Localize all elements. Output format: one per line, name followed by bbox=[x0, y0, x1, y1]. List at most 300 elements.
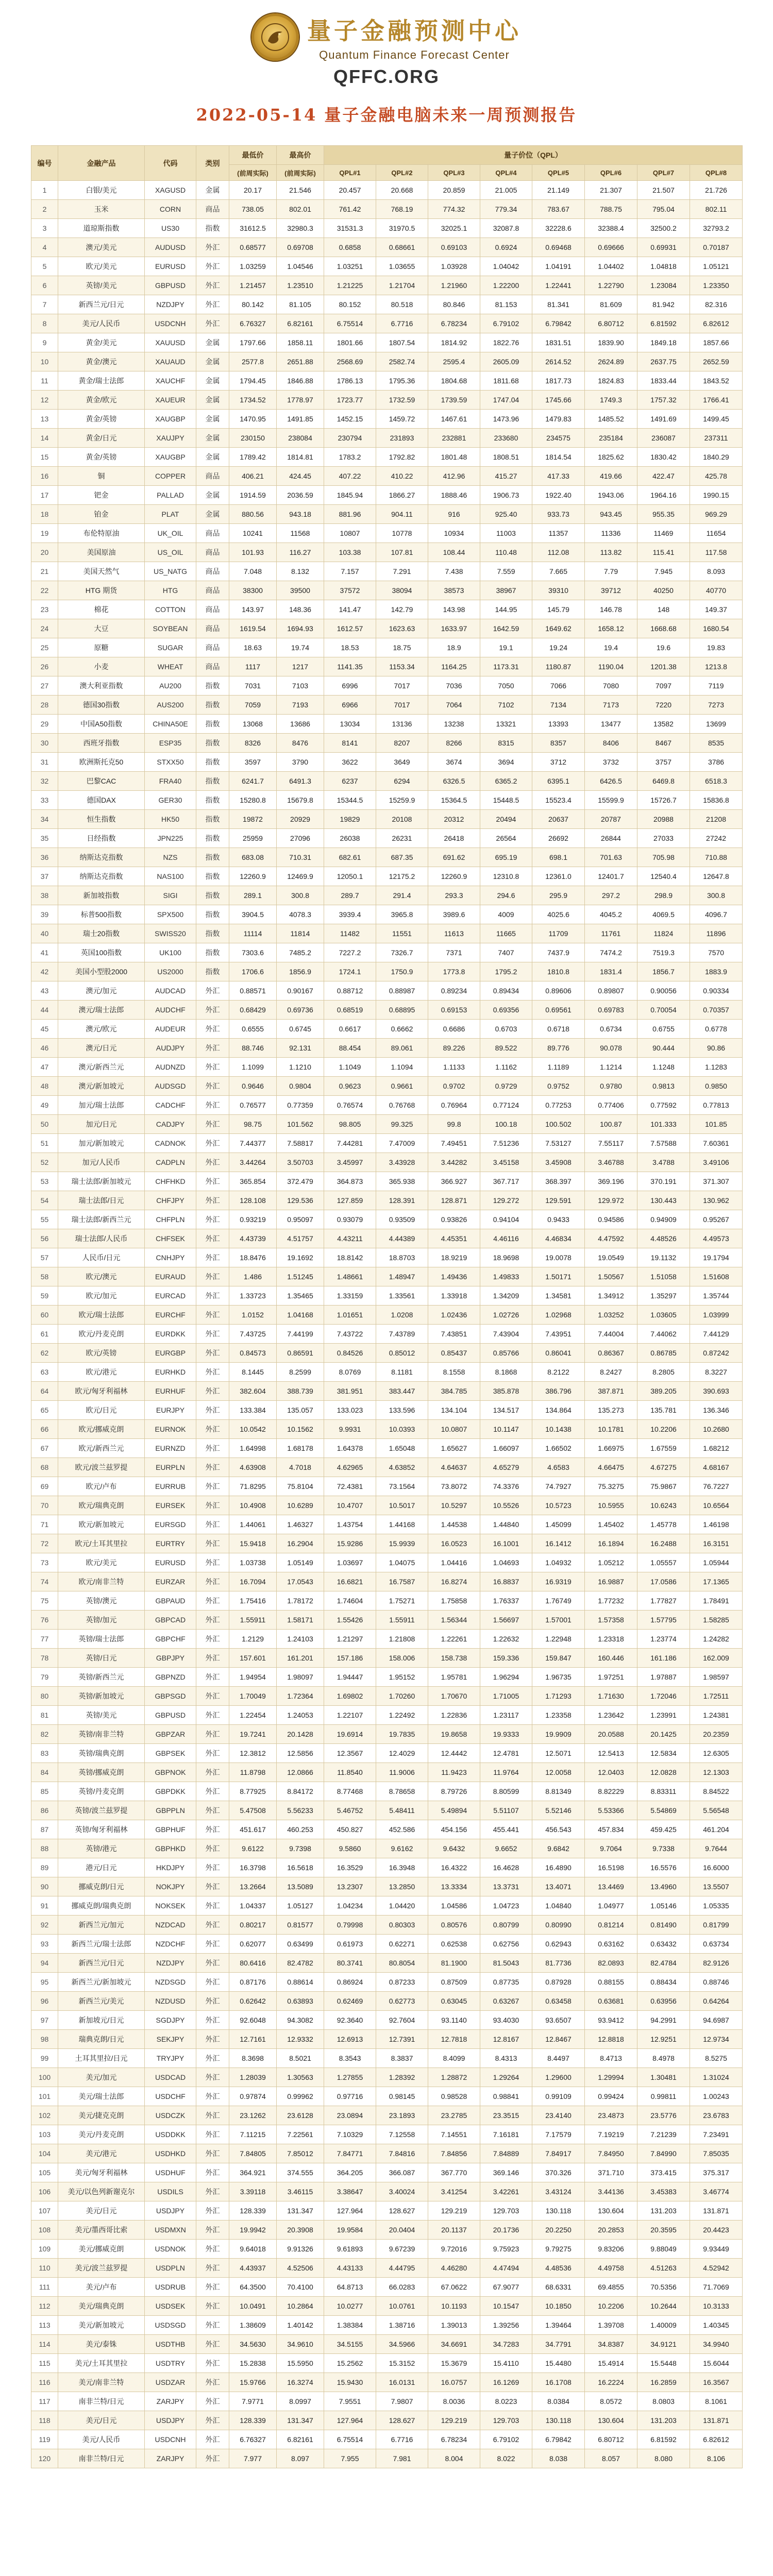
cell-no: 45 bbox=[31, 1020, 58, 1039]
cell-name: 英镑/美元 bbox=[58, 1706, 145, 1725]
cell-max: 116.27 bbox=[277, 543, 324, 562]
cell-qpl-7: 7.945 bbox=[637, 562, 690, 581]
cell-qpl-1: 1.38384 bbox=[324, 2316, 376, 2335]
cell-name: 欧元/波兰兹罗提 bbox=[58, 1458, 145, 1477]
cell-qpl-6: 0.77406 bbox=[585, 1096, 637, 1115]
cell-min: 230150 bbox=[229, 429, 277, 448]
cell-qpl-6: 1.57358 bbox=[585, 1611, 637, 1630]
cell-no: 73 bbox=[31, 1553, 58, 1572]
table-row bbox=[31, 2259, 743, 2278]
cell-qpl-1: 18.53 bbox=[324, 638, 376, 657]
cell-type: 外汇 bbox=[196, 2240, 229, 2259]
cell-qpl-7: 81.942 bbox=[637, 295, 690, 314]
cell-qpl-3: 7.43851 bbox=[428, 1325, 480, 1344]
cell-qpl-1: 881.96 bbox=[324, 505, 376, 524]
cell-name: 澳元/加元 bbox=[58, 981, 145, 1001]
cell-name: 欧元/卢布 bbox=[58, 1477, 145, 1496]
cell-max: 1846.88 bbox=[277, 371, 324, 391]
cell-qpl-6: 1824.83 bbox=[585, 371, 637, 391]
cell-type: 指数 bbox=[196, 734, 229, 753]
cell-max: 0.69736 bbox=[277, 1001, 324, 1020]
table-row bbox=[31, 772, 743, 791]
cell-qpl-1: 1.04234 bbox=[324, 1896, 376, 1916]
cell-qpl-1: 7.44281 bbox=[324, 1134, 376, 1153]
cell-name: 瑞士法郎/人民币 bbox=[58, 1229, 145, 1248]
table-row bbox=[31, 2392, 743, 2411]
cell-min: 38300 bbox=[229, 581, 277, 600]
cell-no: 28 bbox=[31, 696, 58, 715]
cell-code: COPPER bbox=[145, 467, 196, 486]
cell-max: 6.82161 bbox=[277, 314, 324, 333]
cell-qpl-4: 7050 bbox=[480, 676, 532, 696]
cell-qpl-7: 19.1132 bbox=[637, 1248, 690, 1267]
cell-min: 1470.95 bbox=[229, 410, 277, 429]
table-row bbox=[31, 1458, 743, 1477]
cell-code: ESP35 bbox=[145, 734, 196, 753]
cell-code: AUDUSD bbox=[145, 238, 196, 257]
cell-qpl-1: 15.2562 bbox=[324, 2354, 376, 2373]
cell-qpl-1: 6996 bbox=[324, 676, 376, 696]
cell-qpl-6: 1.34912 bbox=[585, 1286, 637, 1306]
cell-qpl-6: 0.6734 bbox=[585, 1020, 637, 1039]
cell-no: 43 bbox=[31, 981, 58, 1001]
cell-max: 4.7018 bbox=[277, 1458, 324, 1477]
cell-name: 玉米 bbox=[58, 200, 145, 219]
cell-qpl-3: 18.9 bbox=[428, 638, 480, 657]
cell-min: 34.5630 bbox=[229, 2335, 277, 2354]
cell-qpl-1: 127.964 bbox=[324, 2411, 376, 2430]
cell-qpl-1: 37572 bbox=[324, 581, 376, 600]
cell-code: US30 bbox=[145, 219, 196, 238]
cell-type: 外汇 bbox=[196, 1877, 229, 1896]
cell-no: 96 bbox=[31, 1992, 58, 2011]
cell-qpl-7: 1201.38 bbox=[637, 657, 690, 676]
cell-min: 6.76327 bbox=[229, 314, 277, 333]
cell-name: 欧元/瑞士法郎 bbox=[58, 1306, 145, 1325]
cell-min: 4.43739 bbox=[229, 1229, 277, 1248]
cell-qpl-4: 369.146 bbox=[480, 2163, 532, 2182]
header-max: 最高价 bbox=[277, 146, 324, 165]
cell-name: 港元/日元 bbox=[58, 1858, 145, 1877]
cell-type: 外汇 bbox=[196, 1306, 229, 1325]
cell-qpl-1: 0.93079 bbox=[324, 1210, 376, 1229]
table-row bbox=[31, 619, 743, 638]
cell-qpl-2: 8207 bbox=[376, 734, 428, 753]
cell-max: 2651.88 bbox=[277, 352, 324, 371]
cell-min: 12.7161 bbox=[229, 2030, 277, 2049]
cell-qpl-4: 4.47494 bbox=[480, 2259, 532, 2278]
cell-qpl-8: 117.58 bbox=[690, 543, 743, 562]
cell-qpl-8: 12.9734 bbox=[690, 2030, 743, 2049]
cell-max: 20.1428 bbox=[277, 1725, 324, 1744]
cell-qpl-4: 15448.5 bbox=[480, 791, 532, 810]
cell-qpl-8: 12647.8 bbox=[690, 867, 743, 886]
table-row bbox=[31, 1401, 743, 1420]
cell-type: 外汇 bbox=[196, 981, 229, 1001]
cell-code: GBPUSD bbox=[145, 276, 196, 295]
cell-qpl-8: 1.1283 bbox=[690, 1058, 743, 1077]
cell-qpl-5: 21.149 bbox=[532, 181, 585, 200]
cell-min: 19.7241 bbox=[229, 1725, 277, 1744]
cell-qpl-6: 1.66975 bbox=[585, 1439, 637, 1458]
cell-qpl-5: 1.23358 bbox=[532, 1706, 585, 1725]
cell-code: US_NATG bbox=[145, 562, 196, 581]
cell-qpl-6: 0.89807 bbox=[585, 981, 637, 1001]
cell-name: 黄金/日元 bbox=[58, 429, 145, 448]
cell-qpl-8: 1.05944 bbox=[690, 1553, 743, 1572]
subheader-qpl-4: QPL#4 bbox=[480, 165, 532, 181]
table-row bbox=[31, 734, 743, 753]
cell-name: 中国A50指数 bbox=[58, 715, 145, 734]
cell-qpl-5: 0.69468 bbox=[532, 238, 585, 257]
cell-qpl-8: 82.316 bbox=[690, 295, 743, 314]
cell-qpl-6: 20.2853 bbox=[585, 2221, 637, 2240]
cell-no: 118 bbox=[31, 2411, 58, 2430]
cell-max: 8.132 bbox=[277, 562, 324, 581]
cell-qpl-3: 691.62 bbox=[428, 848, 480, 867]
cell-qpl-5: 8.4497 bbox=[532, 2049, 585, 2068]
cell-qpl-4: 1.22632 bbox=[480, 1630, 532, 1649]
cell-type: 外汇 bbox=[196, 1935, 229, 1954]
cell-qpl-2: 1.0208 bbox=[376, 1306, 428, 1325]
cell-type: 外汇 bbox=[196, 1744, 229, 1763]
table-row bbox=[31, 486, 743, 505]
cell-code: UK_OIL bbox=[145, 524, 196, 543]
cell-qpl-7: 1.67559 bbox=[637, 1439, 690, 1458]
cell-qpl-3: 1.65627 bbox=[428, 1439, 480, 1458]
cell-qpl-2: 3.40024 bbox=[376, 2182, 428, 2201]
cell-qpl-8: 8.106 bbox=[690, 2449, 743, 2468]
cell-qpl-1: 0.84526 bbox=[324, 1344, 376, 1363]
cell-qpl-1: 1.1049 bbox=[324, 1058, 376, 1077]
cell-type: 外汇 bbox=[196, 1896, 229, 1916]
cell-code: EURZAR bbox=[145, 1572, 196, 1591]
cell-qpl-7: 23.5776 bbox=[637, 2106, 690, 2125]
cell-no: 37 bbox=[31, 867, 58, 886]
cell-code: USDMXN bbox=[145, 2221, 196, 2240]
cell-max: 0.88614 bbox=[277, 1973, 324, 1992]
cell-no: 47 bbox=[31, 1058, 58, 1077]
table-row bbox=[31, 905, 743, 924]
cell-min: 0.80217 bbox=[229, 1916, 277, 1935]
cell-qpl-2: 80.8054 bbox=[376, 1954, 428, 1973]
cell-qpl-8: 3786 bbox=[690, 753, 743, 772]
cell-qpl-8: 17.1365 bbox=[690, 1572, 743, 1591]
cell-qpl-3: 108.44 bbox=[428, 543, 480, 562]
cell-name: 德国DAX bbox=[58, 791, 145, 810]
cell-qpl-1: 7.10329 bbox=[324, 2125, 376, 2144]
cell-qpl-8: 19.1794 bbox=[690, 1248, 743, 1267]
cell-qpl-2: 80.518 bbox=[376, 295, 428, 314]
cell-min: 1.486 bbox=[229, 1267, 277, 1286]
table-row bbox=[31, 753, 743, 772]
cell-qpl-7: 8.2805 bbox=[637, 1363, 690, 1382]
cell-qpl-3: 3.44282 bbox=[428, 1153, 480, 1172]
cell-qpl-3: 1.28872 bbox=[428, 2068, 480, 2087]
table-row bbox=[31, 1210, 743, 1229]
table-row bbox=[31, 1611, 743, 1630]
cell-qpl-3: 1633.97 bbox=[428, 619, 480, 638]
cell-type: 外汇 bbox=[196, 2030, 229, 2049]
cell-min: 13068 bbox=[229, 715, 277, 734]
cell-type: 外汇 bbox=[196, 1439, 229, 1458]
cell-max: 16.2904 bbox=[277, 1534, 324, 1553]
cell-qpl-1: 2568.69 bbox=[324, 352, 376, 371]
cell-qpl-2: 5.48411 bbox=[376, 1801, 428, 1820]
cell-qpl-3: 26418 bbox=[428, 829, 480, 848]
cell-no: 92 bbox=[31, 1916, 58, 1935]
cell-qpl-1: 23.0894 bbox=[324, 2106, 376, 2125]
cell-qpl-4: 1.71005 bbox=[480, 1687, 532, 1706]
cell-qpl-1: 0.79998 bbox=[324, 1916, 376, 1935]
cell-qpl-2: 26231 bbox=[376, 829, 428, 848]
cell-qpl-7: 0.99811 bbox=[637, 2087, 690, 2106]
cell-qpl-1: 7.9551 bbox=[324, 2392, 376, 2411]
cell-qpl-8: 10.2680 bbox=[690, 1420, 743, 1439]
cell-qpl-1: 0.9623 bbox=[324, 1077, 376, 1096]
cell-min: 128.108 bbox=[229, 1191, 277, 1210]
cell-qpl-7: 298.9 bbox=[637, 886, 690, 905]
cell-qpl-7: 131.203 bbox=[637, 2411, 690, 2430]
cell-qpl-4: 3.42261 bbox=[480, 2182, 532, 2201]
cell-name: 黄金/美元 bbox=[58, 333, 145, 352]
table-row bbox=[31, 276, 743, 295]
cell-qpl-5: 10.5723 bbox=[532, 1496, 585, 1515]
cell-qpl-3: 7.438 bbox=[428, 562, 480, 581]
cell-qpl-1: 98.805 bbox=[324, 1115, 376, 1134]
cell-qpl-4: 15.4110 bbox=[480, 2354, 532, 2373]
cell-code: XAUCHF bbox=[145, 371, 196, 391]
cell-name: 小麦 bbox=[58, 657, 145, 676]
cell-type: 外汇 bbox=[196, 1020, 229, 1039]
cell-qpl-8: 12.1303 bbox=[690, 1763, 743, 1782]
cell-qpl-8: 32793.2 bbox=[690, 219, 743, 238]
cell-qpl-7: 0.6755 bbox=[637, 1020, 690, 1039]
cell-qpl-3: 1.33918 bbox=[428, 1286, 480, 1306]
cell-qpl-4: 0.80799 bbox=[480, 1916, 532, 1935]
cell-qpl-8: 0.70187 bbox=[690, 238, 743, 257]
table-row bbox=[31, 715, 743, 734]
cell-qpl-2: 291.4 bbox=[376, 886, 428, 905]
cell-qpl-3: 129.219 bbox=[428, 2201, 480, 2221]
table-row bbox=[31, 924, 743, 943]
cell-max: 16.5618 bbox=[277, 1858, 324, 1877]
cell-max: 1.05149 bbox=[277, 1553, 324, 1572]
cell-qpl-4: 1808.51 bbox=[480, 448, 532, 467]
cell-qpl-7: 148 bbox=[637, 600, 690, 619]
cell-qpl-8: 8.5275 bbox=[690, 2049, 743, 2068]
cell-qpl-7: 1.1248 bbox=[637, 1058, 690, 1077]
cell-min: 7.977 bbox=[229, 2449, 277, 2468]
cell-max: 1491.85 bbox=[277, 410, 324, 429]
cell-type: 指数 bbox=[196, 791, 229, 810]
cell-qpl-1: 19.6914 bbox=[324, 1725, 376, 1744]
cell-type: 外汇 bbox=[196, 295, 229, 314]
table-row bbox=[31, 848, 743, 867]
cell-qpl-7: 1833.44 bbox=[637, 371, 690, 391]
cell-qpl-7: 12.0828 bbox=[637, 1763, 690, 1782]
cell-no: 61 bbox=[31, 1325, 58, 1344]
cell-qpl-7: 7.84990 bbox=[637, 2144, 690, 2163]
cell-max: 32980.3 bbox=[277, 219, 324, 238]
cell-type: 外汇 bbox=[196, 2373, 229, 2392]
cell-qpl-7: 1491.69 bbox=[637, 410, 690, 429]
cell-no: 62 bbox=[31, 1344, 58, 1363]
cell-min: 1.03259 bbox=[229, 257, 277, 276]
cell-qpl-3: 1888.46 bbox=[428, 486, 480, 505]
cell-qpl-5: 1.04932 bbox=[532, 1553, 585, 1572]
cell-qpl-7: 1.05557 bbox=[637, 1553, 690, 1572]
cell-qpl-5: 16.1708 bbox=[532, 2373, 585, 2392]
brand-website: QFFC.ORG bbox=[333, 66, 440, 87]
cell-qpl-6: 1658.12 bbox=[585, 619, 637, 638]
table-row bbox=[31, 810, 743, 829]
table-row bbox=[31, 1439, 743, 1458]
cell-qpl-1: 1.21225 bbox=[324, 276, 376, 295]
cell-code: SUGAR bbox=[145, 638, 196, 657]
cell-qpl-2: 10.0393 bbox=[376, 1420, 428, 1439]
cell-qpl-6: 419.66 bbox=[585, 467, 637, 486]
cell-name: 英镑/瑞士法郎 bbox=[58, 1630, 145, 1649]
table-row bbox=[31, 1858, 743, 1877]
cell-qpl-8: 1.68212 bbox=[690, 1439, 743, 1458]
cell-min: 25959 bbox=[229, 829, 277, 848]
cell-no: 26 bbox=[31, 657, 58, 676]
cell-type: 外汇 bbox=[196, 2316, 229, 2335]
cell-max: 3.50703 bbox=[277, 1153, 324, 1172]
cell-qpl-3: 18.9219 bbox=[428, 1248, 480, 1267]
cell-max: 238084 bbox=[277, 429, 324, 448]
cell-type: 外汇 bbox=[196, 1858, 229, 1877]
cell-qpl-3: 6.78234 bbox=[428, 2430, 480, 2449]
cell-qpl-4: 1473.96 bbox=[480, 410, 532, 429]
cell-qpl-6: 0.81214 bbox=[585, 1916, 637, 1935]
cell-qpl-3: 16.4322 bbox=[428, 1858, 480, 1877]
cell-type: 金属 bbox=[196, 505, 229, 524]
cell-qpl-1: 4.43211 bbox=[324, 1229, 376, 1248]
cell-code: US2000 bbox=[145, 962, 196, 981]
cell-qpl-5: 1814.54 bbox=[532, 448, 585, 467]
cell-qpl-4: 38967 bbox=[480, 581, 532, 600]
table-row bbox=[31, 886, 743, 905]
cell-type: 金属 bbox=[196, 410, 229, 429]
cell-qpl-8: 101.85 bbox=[690, 1115, 743, 1134]
cell-qpl-7: 236087 bbox=[637, 429, 690, 448]
cell-qpl-3: 23.2785 bbox=[428, 2106, 480, 2125]
table-row bbox=[31, 1744, 743, 1763]
cell-min: 1.70049 bbox=[229, 1687, 277, 1706]
cell-qpl-3: 1.22836 bbox=[428, 1706, 480, 1725]
table-row bbox=[31, 1801, 743, 1820]
cell-qpl-3: 916 bbox=[428, 505, 480, 524]
cell-max: 0.6745 bbox=[277, 1020, 324, 1039]
cell-max: 1778.97 bbox=[277, 391, 324, 410]
cell-type: 外汇 bbox=[196, 1229, 229, 1248]
cell-qpl-5: 10.1850 bbox=[532, 2297, 585, 2316]
cell-min: 18.63 bbox=[229, 638, 277, 657]
cell-qpl-7: 0.70054 bbox=[637, 1001, 690, 1020]
cell-qpl-6: 12.5413 bbox=[585, 1744, 637, 1763]
cell-max: 0.63893 bbox=[277, 1992, 324, 2011]
cell-qpl-1: 88.454 bbox=[324, 1039, 376, 1058]
cell-type: 外汇 bbox=[196, 1172, 229, 1191]
cell-qpl-1: 1.94447 bbox=[324, 1668, 376, 1687]
cell-qpl-2: 73.1564 bbox=[376, 1477, 428, 1496]
cell-code: USDTRY bbox=[145, 2354, 196, 2373]
cell-qpl-5: 134.864 bbox=[532, 1401, 585, 1420]
cell-qpl-8: 8.84522 bbox=[690, 1782, 743, 1801]
cell-qpl-6: 1.71630 bbox=[585, 1687, 637, 1706]
cell-min: 1.03738 bbox=[229, 1553, 277, 1572]
table-row bbox=[31, 2125, 743, 2144]
cell-qpl-5: 1831.51 bbox=[532, 333, 585, 352]
cell-qpl-5: 6.79842 bbox=[532, 314, 585, 333]
cell-min: 1117 bbox=[229, 657, 277, 676]
cell-qpl-1: 6.75514 bbox=[324, 314, 376, 333]
cell-min: 16.3798 bbox=[229, 1858, 277, 1877]
cell-type: 外汇 bbox=[196, 2297, 229, 2316]
cell-qpl-8: 1.05121 bbox=[690, 257, 743, 276]
cell-min: 19.9942 bbox=[229, 2221, 277, 2240]
cell-min: 10.0491 bbox=[229, 2297, 277, 2316]
cell-name: 黄金/英镑 bbox=[58, 448, 145, 467]
cell-min: 0.62077 bbox=[229, 1935, 277, 1954]
cell-name: 美国小型股2000 bbox=[58, 962, 145, 981]
cell-qpl-6: 39712 bbox=[585, 581, 637, 600]
cell-qpl-1: 0.6858 bbox=[324, 238, 376, 257]
cell-qpl-1: 10807 bbox=[324, 524, 376, 543]
cell-qpl-8: 0.9850 bbox=[690, 1077, 743, 1096]
cell-min: 0.84573 bbox=[229, 1344, 277, 1363]
cell-code: SWISS20 bbox=[145, 924, 196, 943]
cell-code: USDJPY bbox=[145, 2201, 196, 2221]
cell-qpl-6: 100.87 bbox=[585, 1115, 637, 1134]
cell-name: 美元/瑞士法郎 bbox=[58, 2087, 145, 2106]
cell-max: 1.58171 bbox=[277, 1611, 324, 1630]
cell-qpl-8: 1.58285 bbox=[690, 1611, 743, 1630]
cell-type: 金属 bbox=[196, 486, 229, 505]
cell-type: 外汇 bbox=[196, 2354, 229, 2373]
table-row bbox=[31, 524, 743, 543]
cell-no: 114 bbox=[31, 2335, 58, 2354]
cell-qpl-5: 0.6718 bbox=[532, 1020, 585, 1039]
cell-min: 8326 bbox=[229, 734, 277, 753]
cell-no: 30 bbox=[31, 734, 58, 753]
cell-qpl-7: 1.45778 bbox=[637, 1515, 690, 1534]
cell-code: NZDCHF bbox=[145, 1935, 196, 1954]
cell-name: 新西兰元/日元 bbox=[58, 295, 145, 314]
cell-qpl-6: 0.86367 bbox=[585, 1344, 637, 1363]
cell-no: 90 bbox=[31, 1877, 58, 1896]
cell-qpl-1: 7.157 bbox=[324, 562, 376, 581]
cell-min: 10241 bbox=[229, 524, 277, 543]
cell-max: 8.0997 bbox=[277, 2392, 324, 2411]
cell-qpl-4: 74.3376 bbox=[480, 1477, 532, 1496]
cell-qpl-5: 370.326 bbox=[532, 2163, 585, 2182]
cell-min: 15.2838 bbox=[229, 2354, 277, 2373]
cell-qpl-4: 1.96294 bbox=[480, 1668, 532, 1687]
cell-qpl-8: 1.03999 bbox=[690, 1306, 743, 1325]
table-row bbox=[31, 410, 743, 429]
cell-qpl-4: 1.66097 bbox=[480, 1439, 532, 1458]
cell-code: EURNZD bbox=[145, 1439, 196, 1458]
cell-qpl-3: 73.8072 bbox=[428, 1477, 480, 1496]
cell-qpl-5: 19.0078 bbox=[532, 1248, 585, 1267]
cell-no: 14 bbox=[31, 429, 58, 448]
cell-qpl-2: 12.4029 bbox=[376, 1744, 428, 1763]
cell-code: SPX500 bbox=[145, 905, 196, 924]
cell-qpl-2: 1.55911 bbox=[376, 1611, 428, 1630]
